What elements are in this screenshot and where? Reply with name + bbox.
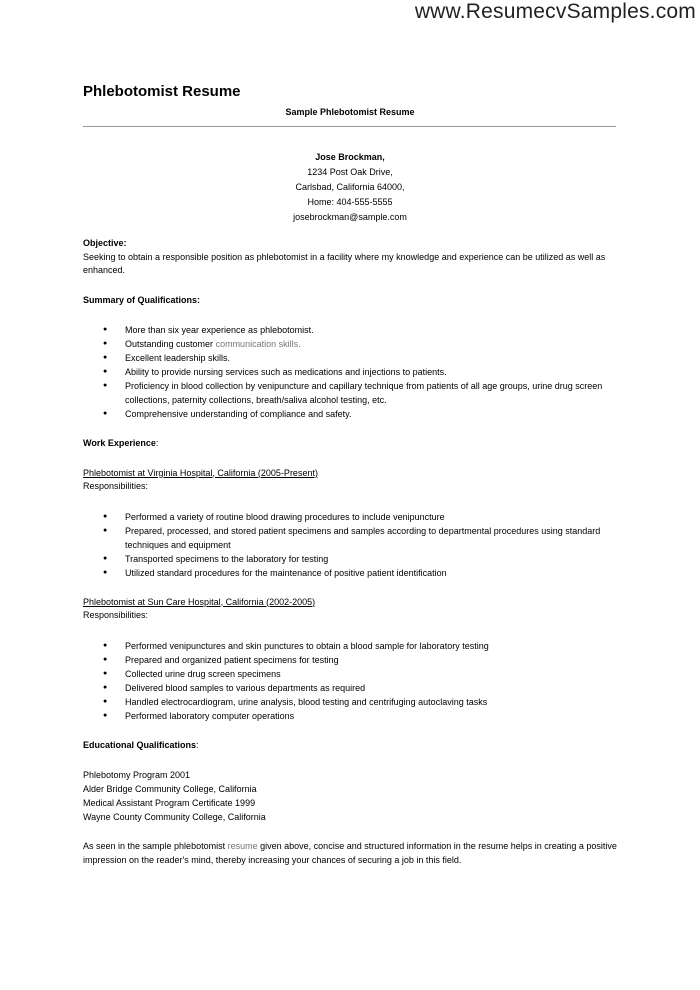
communication-skills-link[interactable]: communication skills. [215,339,301,349]
list-item: ● Transported specimens to the laboratory for testing [83,552,619,566]
responsibilities-label: Responsibilities: [83,481,149,491]
summary-list [83,323,619,421]
list-item: ● Comprehensive understanding of compliance and safety. [83,407,619,421]
responsibilities-label: Responsibilities: [83,610,149,620]
job-1-list [83,510,619,580]
contact-phone: Home: 404-555-5555 [307,197,393,207]
objective-heading: Objective: [83,238,127,248]
divider [83,126,616,127]
list-item: ● More than six year experience as phlebotomist. [83,323,619,337]
list-item: ● Performed venipunctures and skin punctures to obtain a blood sample for laboratory testing [83,639,619,653]
education-line: Wayne County Community College, California [83,812,266,822]
list-item: ● Proficiency in blood collection by venipuncture and capillary technique from patients of all age groups, urine drug screen collections, paternity collections, breath/saliva alcohol testing, etc. [83,379,619,407]
education-line: Medical Assistant Program Certificate 1999 [83,798,256,808]
list-item: ● Performed a variety of routine blood drawing procedures to include venipuncture [83,510,619,524]
contact-name: Jose Brockman, [315,152,385,162]
site-url[interactable]: www.ResumecvSamples.com [414,0,696,23]
resume-link[interactable]: resume [227,841,258,851]
list-item: ● Ability to provide nursing services such as medications and injections to patients. [83,365,619,379]
contact-city: Carlsbad, California 64000, [295,182,405,192]
resume-body [83,237,619,867]
objective-text: Seeking to obtain a responsible position as phlebotomist in a facility where my knowledge and experience can be utilized as well as enhanced. [83,251,606,275]
list-item: ● Collected urine drug screen specimens [83,667,619,681]
list-item: ● Prepared and organized patient specimens for testing [83,653,619,667]
page-title: Phlebotomist Resume [83,83,241,100]
list-item: ● Utilized standard procedures for the maintenance of positive patient identification [83,566,619,580]
list-item: ● Outstanding customer communication skills. [83,337,619,351]
education-line: Alder Bridge Community College, California [83,784,257,794]
contact-block [0,150,700,225]
list-item: ● Delivered blood samples to various departments as required [83,681,619,695]
closing-paragraph: As seen in the sample phlebotomist resume given above, concise and structured information in the resume helps in creating a positive impression on the reader's mind, thereby increasing your chances of securing a job in this field. [83,841,617,865]
education-line: Phlebotomy Program 2001 [83,770,191,780]
list-item: ● Prepared, processed, and stored patient specimens and samples according to departmental procedures using standard techniques and equipment [83,524,619,552]
job-title: Phlebotomist at Virginia Hospital, California (2005-Present) [83,467,318,478]
list-item: ● Handled electrocardiogram, urine analysis, blood testing and centrifuging autoclaving tasks [83,695,619,709]
list-item: ● Excellent leadership skills. [83,351,619,365]
contact-street: 1234 Post Oak Drive, [307,167,393,177]
summary-heading: Summary of Qualifications: [83,294,201,305]
contact-email: josebrockman@sample.com [293,212,407,222]
job-2-list [83,639,619,723]
subtitle: Sample Phlebotomist Resume [285,107,415,117]
job-title: Phlebotomist at Sun Care Hospital, California (2002-2005) [83,596,316,607]
education-heading: Educational Qualifications: [83,739,199,750]
work-heading: Work Experience: [83,438,159,448]
list-item: ● Performed laboratory computer operations [83,709,619,723]
